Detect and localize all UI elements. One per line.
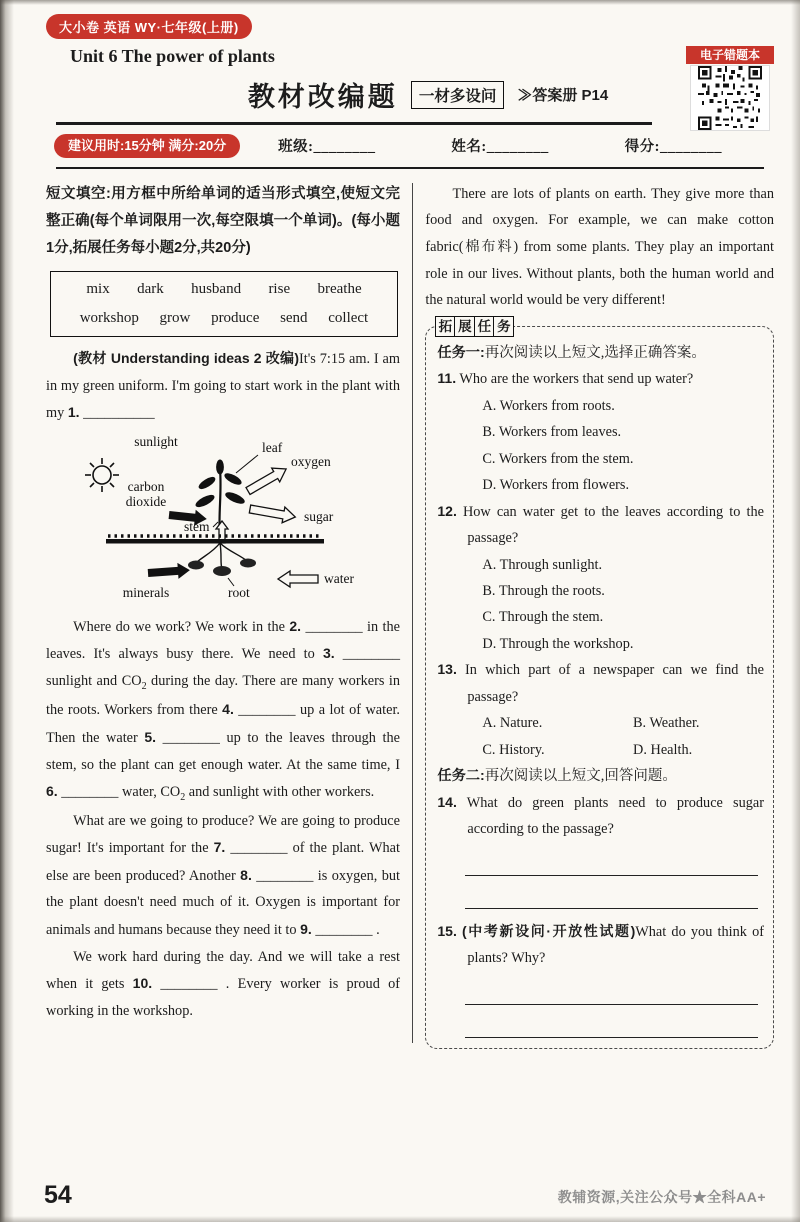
left-column — [46, 181, 400, 1049]
word-bank-item: husband — [191, 280, 242, 297]
diagram-label-sugar: sugar — [304, 508, 334, 524]
task-label-char: 务 — [493, 316, 514, 337]
task-label-char: 拓 — [435, 316, 456, 337]
passage-paragraph-3: What are we going to produce? We are going to produce sugar! It's important for the 7. ________ of the plant. What else are been produced? Another 8. ________ is oxygen, but the plant doesn't need much of it. Oxygen is important for animals and humans because they need it to 9. ________ . — [46, 812, 401, 938]
qr-block — [686, 46, 774, 131]
passage-paragraph-4: We work hard during the day. And we will take a rest when it gets 10. ________ . Every worker is proud of working in the workshop. — [46, 948, 400, 1019]
student-info-fields — [240, 135, 760, 156]
question-13-option-a[interactable]: A. Nature. — [482, 715, 543, 732]
time-score-pill: 建议用时:15分钟 满分:20分 — [54, 134, 240, 159]
word-bank-row — [59, 275, 389, 304]
answer-reference: ≫答案册 P14 — [517, 87, 609, 104]
page-header — [0, 0, 800, 169]
word-bank-item: grow — [159, 309, 191, 326]
qr-code-icon — [690, 65, 770, 131]
task-two-heading: 任务二:再次阅读以上短文,回答问题。 — [437, 768, 677, 785]
class-field[interactable]: 班级:________ — [278, 139, 376, 156]
subtitle-box: 一材多设问 — [411, 81, 505, 109]
series-badge: 大小卷 英语 WY·七年级(上册) — [46, 14, 252, 39]
diagram-label-root: root — [228, 584, 250, 600]
question-11: 11. Who are the workers that send up water? — [437, 370, 694, 388]
question-11-option-d[interactable]: D. Workers from flowers. — [482, 477, 630, 494]
word-bank-item: produce — [211, 309, 260, 326]
qr-label: 电子错题本 — [686, 46, 774, 64]
passage-paragraph-5: There are lots of plants on earth. They give more than food and oxygen. For example, we can make cotton fabric(棉布料) from some plants. They play an important role in our lives. Without plants, both the human world and the natural world would be very different! — [425, 185, 774, 309]
right-column — [425, 181, 774, 1049]
task-label-char: 展 — [454, 316, 475, 337]
passage-paragraph-2: Where do we work? We work in the 2. ________ in the leaves. It's always busy there. We need to 3. ________ sunlight and $CO_2$ during the day. There are many workers in the roots. Workers from there 4. ________ up a lot of water. Then the water 5. ________ up to the leaves through the stem, so the plant can get enough water. At the same time, I 6. ________ water, $CO_2$ and sunlight with other workers. — [46, 617, 401, 803]
oxygen-arrow-icon — [244, 462, 290, 498]
word-bank-item: rise — [268, 280, 291, 297]
word-bank-item: dark — [137, 280, 164, 297]
answer-blank-14-1[interactable] — [465, 843, 758, 876]
root-clumps-icon — [188, 558, 256, 576]
question-13-option-d[interactable]: D. Health. — [633, 741, 693, 758]
word-bank — [50, 271, 398, 338]
name-field[interactable]: 姓名:________ — [451, 139, 549, 156]
diagram-label-carbon: carbon — [127, 478, 165, 494]
page-number: 54 — [44, 1181, 72, 1209]
word-bank-item: mix — [86, 280, 110, 297]
expansion-task-label — [436, 316, 514, 337]
photosynthesis-diagram — [50, 431, 382, 609]
diagram-label-minerals: minerals — [122, 584, 170, 600]
question-12-option-a[interactable]: A. Through sunlight. — [482, 556, 603, 573]
word-bank-item: breathe — [317, 280, 362, 297]
diagram-label-sunlight: sunlight — [134, 433, 178, 449]
question-12-option-c[interactable]: C. Through the stem. — [482, 609, 604, 626]
task-label-char: 任 — [474, 316, 495, 337]
exam-info-row — [46, 125, 770, 167]
diagram-label-oxygen: oxygen — [291, 453, 331, 469]
minerals-arrow-icon — [147, 562, 190, 581]
answer-blank-14-2[interactable] — [465, 876, 758, 909]
word-bank-row — [59, 304, 389, 333]
answer-blank-15-1[interactable] — [465, 972, 758, 1005]
expansion-task-box — [425, 318, 774, 1049]
page-footer — [0, 1183, 800, 1208]
unit-title: Unit 6 The power of plants — [70, 46, 275, 66]
question-11-option-c[interactable]: C. Workers from the stem. — [482, 450, 634, 467]
word-bank-item: collect — [328, 309, 369, 326]
task-one-heading: 任务一:再次阅读以上短文,选择正确答案。 — [437, 344, 706, 361]
score-field[interactable]: 得分:________ — [624, 139, 723, 156]
question-11-option-b[interactable]: B. Workers from leaves. — [482, 424, 622, 441]
footer-promo-text: 教辅资源,关注公众号★全科AA+ — [557, 1189, 766, 1206]
answer-blank-15-2[interactable] — [465, 1005, 758, 1038]
question-13: 13. In which part of a newspaper can we find the passage? — [437, 661, 764, 705]
sugar-arrow-icon — [249, 501, 297, 525]
question-11-option-a[interactable]: A. Workers from roots. — [482, 397, 615, 414]
column-divider — [412, 183, 413, 1043]
question-15: 15. (中考新设问·开放性试题)What do you think of plants? Why? — [437, 922, 764, 967]
question-12: 12. How can water get to the leaves according to the passage? — [437, 502, 764, 547]
question-13-option-b[interactable]: B. Weather. — [633, 715, 700, 732]
scan-shadow-bottom — [0, 1216, 800, 1222]
word-bank-item: workshop — [79, 309, 139, 326]
water-arrow-icon — [278, 571, 318, 587]
question-14: 14. What do green plants need to produce sugar according to the passage? — [437, 793, 764, 838]
diagram-label-water: water — [324, 570, 354, 586]
diagram-label-leaf: leaf — [262, 439, 283, 455]
question-12-option-b[interactable]: B. Through the roots. — [482, 582, 605, 599]
question-13-options — [437, 710, 764, 763]
section-title-row — [216, 75, 640, 114]
header-rule-thin — [56, 167, 764, 168]
cloze-instruction: 短文填空:用方框中所给单词的适当形式填空,使短文完整正确(每个单词限用一次,每空限填一个单词)。(每小题1分,拓展任务每小题2分,共20分) — [46, 185, 400, 257]
ground-line — [106, 539, 324, 544]
question-13-option-c[interactable]: C. History. — [482, 741, 545, 758]
passage-paragraph-1: (教材 Understanding ideas 2 改编)It's 7:15 am. I am in my green uniform. I'm going to start work in the plant with my 1. __________ — [46, 350, 401, 422]
diagram-label-dioxide: dioxide — [125, 493, 167, 509]
section-title: 教材改编题 — [247, 82, 398, 112]
content-columns — [0, 169, 800, 1049]
word-bank-item: send — [280, 309, 308, 326]
diagram-label-stem: stem — [184, 518, 210, 534]
sun-icon — [85, 458, 119, 492]
question-12-option-d[interactable]: D. Through the workshop. — [482, 635, 634, 652]
